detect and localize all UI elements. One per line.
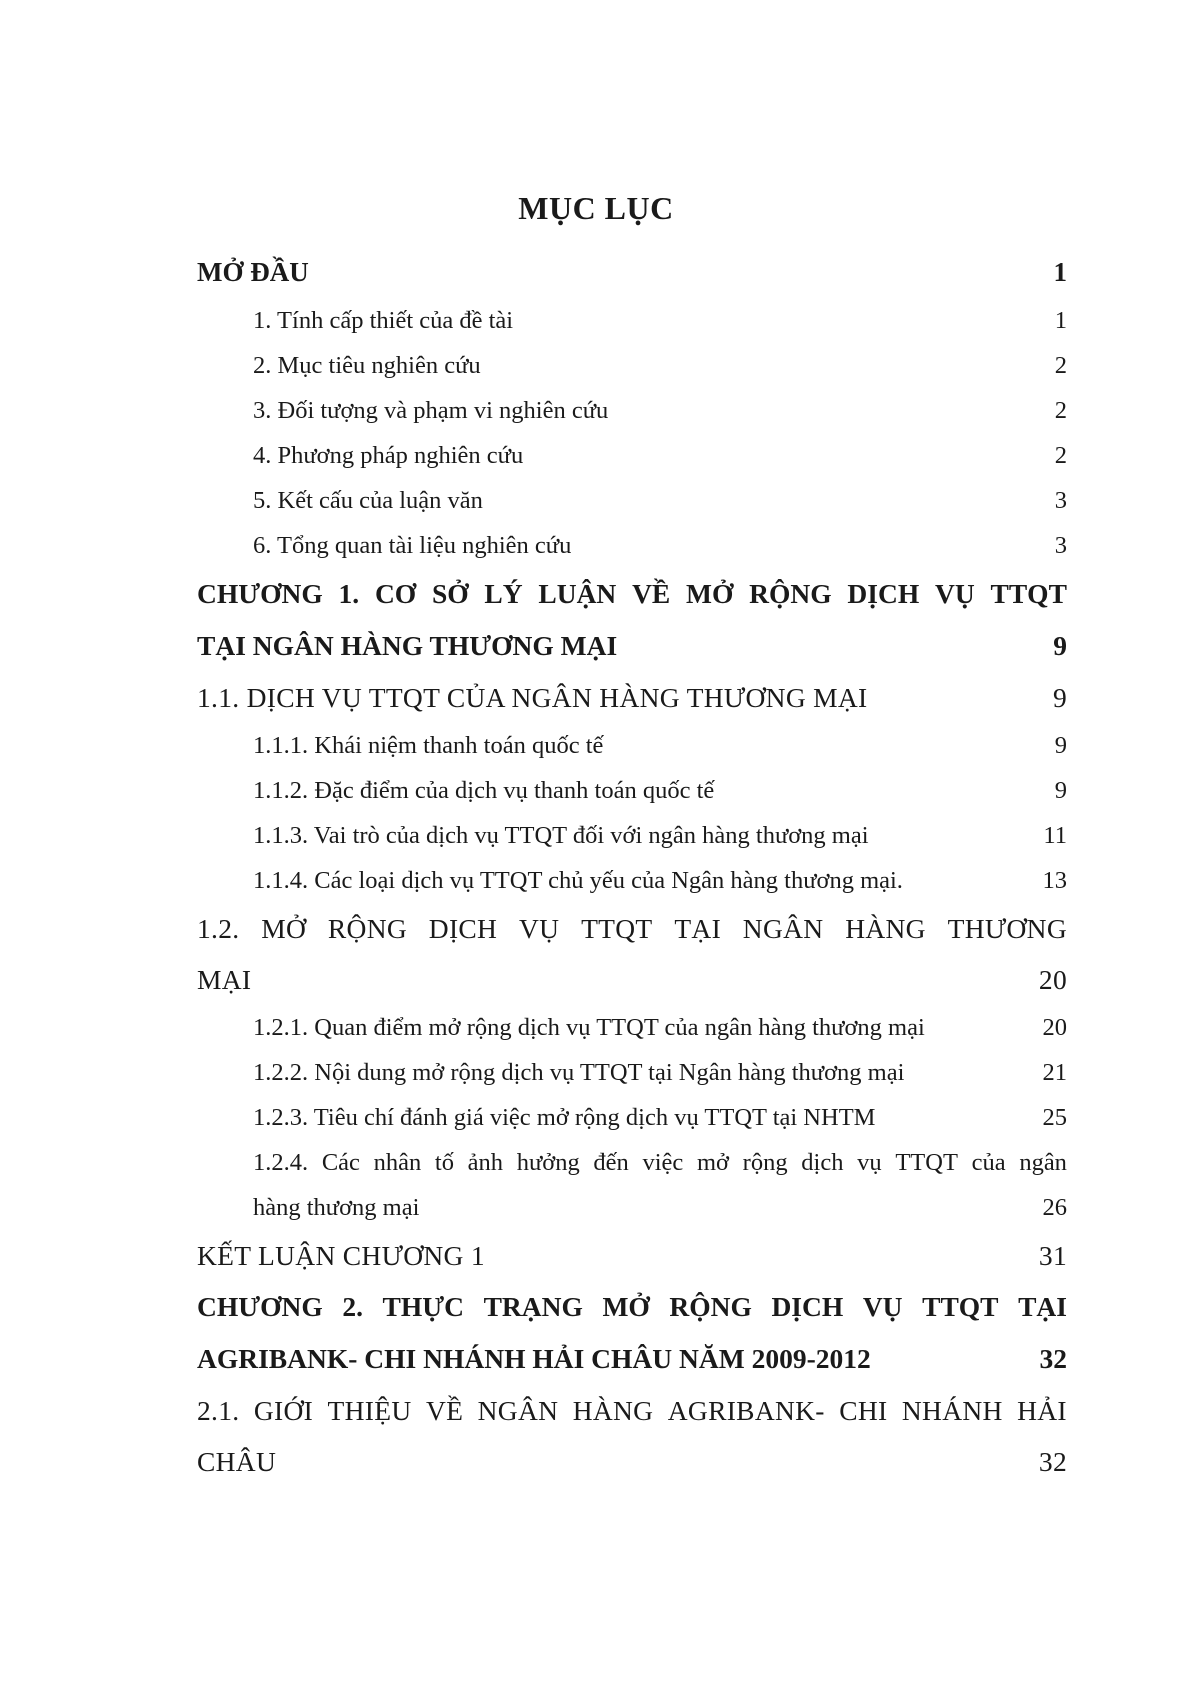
- toc-entry[interactable]: [197, 1140, 1067, 1230]
- toc-entry[interactable]: [197, 1281, 1067, 1385]
- toc-entry-word: rộng: [742, 1149, 788, 1176]
- dot-leader: [619, 628, 1051, 656]
- dot-leader: [421, 1191, 1040, 1216]
- dot-leader: [927, 1011, 1041, 1036]
- toc-entry-word: DỊCH: [847, 578, 920, 609]
- toc-entry-word: LÝ: [484, 578, 523, 609]
- toc-entry[interactable]: [197, 723, 1067, 768]
- toc-entry-word: TTQT: [922, 1291, 999, 1322]
- toc-entry-word: DỊCH: [771, 1291, 844, 1322]
- table-of-contents: [197, 246, 1067, 1487]
- dot-leader: [573, 529, 1052, 554]
- toc-entry-word: MỞ: [686, 578, 734, 609]
- toc-entry-word: việc: [642, 1149, 684, 1176]
- toc-entry-word: HÀNG: [572, 1395, 654, 1426]
- toc-entry-word: TTQT: [990, 578, 1067, 609]
- toc-entry-page: 1: [1053, 257, 1067, 287]
- toc-entry-word: VỤ: [935, 578, 975, 609]
- toc-entry-page: 20: [1038, 964, 1067, 995]
- toc-entry-text: MỞ ĐẦU: [197, 257, 309, 287]
- page-title: MỤC LỤC: [518, 190, 674, 226]
- toc-entry-word: RỘNG: [327, 913, 408, 944]
- toc-entry-page: 1: [1054, 307, 1067, 334]
- toc-entry-text: 1. Tính cấp thiết của đề tài: [253, 307, 514, 334]
- toc-entry-word: TẠI: [674, 913, 722, 944]
- toc-entry-word: ảnh: [467, 1149, 504, 1176]
- toc-entry-text: 1.2.1. Quan điểm mở rộng dịch vụ TTQT của ngân hàng thương mại: [253, 1014, 925, 1041]
- toc-entry-page: 2: [1054, 442, 1067, 469]
- dot-leader: [483, 349, 1053, 374]
- toc-entry-page: 31: [1038, 1240, 1067, 1271]
- toc-entry-page: 9: [1052, 682, 1067, 713]
- toc-entry-text: 2. Mục tiêu nghiên cứu: [253, 352, 481, 379]
- toc-entry-page: 2: [1054, 397, 1067, 424]
- toc-entry[interactable]: [197, 1050, 1067, 1095]
- toc-entry-word: LUẬN: [538, 578, 617, 609]
- toc-entry-word: DỊCH: [428, 913, 498, 944]
- toc-entry-word: THƯƠNG: [947, 913, 1067, 944]
- toc-entry-word: NGÂN: [742, 913, 824, 944]
- toc-entry-word: VỀ: [425, 1395, 464, 1426]
- toc-entry-word: GIỚI: [253, 1395, 314, 1426]
- toc-entry[interactable]: [197, 433, 1067, 478]
- toc-entry-word: nhân: [373, 1149, 422, 1176]
- toc-entry-word: VỤ: [862, 1291, 903, 1322]
- toc-entry-text: 1.1. DỊCH VỤ TTQT CỦA NGÂN HÀNG THƯƠNG MẠI: [197, 682, 868, 713]
- toc-entry-word: THIỆU: [327, 1395, 412, 1426]
- toc-entry-word: RỘNG: [749, 578, 832, 609]
- toc-entry-text: hàng thương mại: [253, 1194, 420, 1221]
- toc-entry-text: AGRIBANK- CHI NHÁNH HẢI CHÂU NĂM 2009-2012: [197, 1343, 871, 1374]
- toc-entry-text: 3. Đối tượng và phạm vi nghiên cứu: [253, 397, 609, 424]
- toc-entry-page: 9: [1053, 630, 1067, 661]
- toc-entry-word: TTQT: [581, 913, 653, 944]
- toc-entry-page: 20: [1042, 1014, 1067, 1041]
- dot-leader: [278, 1444, 1037, 1472]
- toc-entry-word: NGÂN: [477, 1395, 559, 1426]
- toc-entry-word: 1.: [338, 578, 360, 609]
- toc-entry-word: HẢI: [1017, 1395, 1067, 1426]
- toc-entry[interactable]: [197, 1095, 1067, 1140]
- toc-entry-line: [197, 1281, 1067, 1333]
- toc-entry[interactable]: [197, 478, 1067, 523]
- dot-leader: [487, 1238, 1037, 1266]
- toc-entry-text: 5. Kết cấu của luận văn: [253, 487, 483, 514]
- toc-entry-page: 3: [1054, 487, 1067, 514]
- toc-entry-word: vụ: [857, 1149, 882, 1176]
- dot-leader: [877, 1101, 1040, 1126]
- toc-entry-text: 1.1.3. Vai trò của dịch vụ TTQT đối với ngân hàng thương mại: [253, 822, 869, 849]
- toc-entry[interactable]: [197, 858, 1067, 903]
- dot-leader: [716, 774, 1052, 799]
- dot-leader: [871, 819, 1042, 844]
- toc-entry-word: TRẠNG: [483, 1291, 583, 1322]
- toc-entry[interactable]: [197, 1230, 1067, 1281]
- toc-entry-word: Các: [321, 1149, 360, 1176]
- toc-entry-word: MỞ: [602, 1291, 650, 1322]
- toc-entry-text: KẾT LUẬN CHƯƠNG 1: [197, 1240, 485, 1271]
- toc-entry[interactable]: [197, 523, 1067, 568]
- toc-entry[interactable]: [197, 672, 1067, 723]
- toc-entry[interactable]: [197, 1385, 1067, 1487]
- toc-entry-word: NHÁNH: [901, 1395, 1003, 1426]
- toc-entry-word: CHƯƠNG: [197, 1291, 323, 1322]
- toc-entry-word: 1.2.: [197, 913, 240, 944]
- toc-entry-word: tố: [434, 1149, 454, 1176]
- toc-entry[interactable]: [197, 1005, 1067, 1050]
- toc-entry-line: [197, 1385, 1067, 1436]
- toc-entry[interactable]: [197, 246, 1067, 298]
- toc-entry-word: VỀ: [632, 578, 671, 609]
- toc-entry-word: của: [971, 1149, 1006, 1176]
- toc-entry-text: 1.2.2. Nội dung mở rộng dịch vụ TTQT tại Ngân hàng thương mại: [253, 1059, 905, 1086]
- toc-entry-line: [197, 568, 1067, 620]
- dot-leader: [605, 729, 1052, 754]
- dot-leader: [525, 439, 1053, 464]
- toc-entry-text: 1.1.1. Khái niệm thanh toán quốc tế: [253, 732, 604, 759]
- toc-entry-page: 11: [1043, 822, 1067, 849]
- toc-entry-page: 25: [1042, 1104, 1067, 1131]
- toc-entry-word: 2.1.: [197, 1395, 240, 1426]
- toc-entry-word: AGRIBANK-: [667, 1395, 825, 1426]
- toc-entry[interactable]: [197, 568, 1067, 672]
- toc-entry-word: CHƯƠNG: [197, 578, 323, 609]
- dot-leader: [870, 680, 1051, 708]
- dot-leader: [253, 962, 1037, 990]
- dot-leader: [311, 254, 1052, 281]
- toc-entry[interactable]: [197, 768, 1067, 813]
- toc-entry-word: VỤ: [518, 913, 560, 944]
- toc-entry-word: đến: [593, 1149, 629, 1176]
- toc-entry-text: CHÂU: [197, 1446, 277, 1477]
- toc-entry-word: RỘNG: [669, 1291, 752, 1322]
- toc-entry-page: 2: [1054, 352, 1067, 379]
- toc-entry-word: hưởng: [516, 1149, 580, 1176]
- toc-entry-word: TẠI: [1018, 1291, 1067, 1322]
- toc-entry-page: 26: [1042, 1194, 1067, 1221]
- toc-entry[interactable]: [197, 903, 1067, 1005]
- toc-entry-word: THỰC: [382, 1291, 465, 1322]
- toc-entry-word: mở: [696, 1149, 729, 1176]
- toc-entry-text: TẠI NGÂN HÀNG THƯƠNG MẠI: [197, 630, 618, 661]
- toc-entry-word: dịch: [801, 1149, 844, 1176]
- toc-entry-page: 21: [1042, 1059, 1067, 1086]
- toc-entry-word: HÀNG: [845, 913, 926, 944]
- toc-entry-word: 1.2.4.: [253, 1149, 309, 1176]
- dot-leader: [905, 864, 1041, 889]
- dot-leader: [515, 304, 1053, 329]
- toc-entry-word: ngân: [1019, 1149, 1067, 1176]
- toc-entry-line: [197, 903, 1067, 954]
- toc-entry-text: MẠI: [197, 964, 252, 995]
- dot-leader: [906, 1056, 1040, 1081]
- toc-entry-page: 3: [1054, 532, 1067, 559]
- toc-entry-text: 6. Tổng quan tài liệu nghiên cứu: [253, 532, 572, 559]
- toc-entry-text: 1.1.4. Các loại dịch vụ TTQT chủ yếu của Ngân hàng thương mại.: [253, 867, 903, 894]
- dot-leader: [485, 484, 1053, 509]
- toc-entry-page: 9: [1054, 777, 1067, 804]
- toc-entry-word: SỞ: [431, 578, 469, 609]
- toc-entry-page: 32: [1039, 1343, 1067, 1374]
- toc-entry[interactable]: [197, 343, 1067, 388]
- toc-entry-word: 2.: [342, 1291, 363, 1322]
- toc-entry-text: 4. Phương pháp nghiên cứu: [253, 442, 524, 469]
- toc-entry-page: 32: [1038, 1446, 1067, 1477]
- toc-entry[interactable]: [197, 298, 1067, 343]
- toc-entry-page: 9: [1054, 732, 1067, 759]
- toc-entry-page: 13: [1042, 867, 1067, 894]
- toc-entry-line: [253, 1140, 1067, 1185]
- toc-entry-word: TTQT: [895, 1149, 958, 1176]
- toc-entry[interactable]: [197, 388, 1067, 433]
- toc-entry-text: 1.1.2. Đặc điểm của dịch vụ thanh toán quốc tế: [253, 777, 715, 804]
- toc-entry-text: 1.2.3. Tiêu chí đánh giá việc mở rộng dịch vụ TTQT tại NHTM: [253, 1104, 876, 1131]
- dot-leader: [873, 1341, 1038, 1369]
- toc-entry-word: CƠ: [374, 578, 417, 609]
- toc-entry-word: MỞ: [261, 913, 307, 944]
- toc-entry[interactable]: [197, 813, 1067, 858]
- toc-entry-word: CHI: [839, 1395, 888, 1426]
- dot-leader: [610, 394, 1053, 419]
